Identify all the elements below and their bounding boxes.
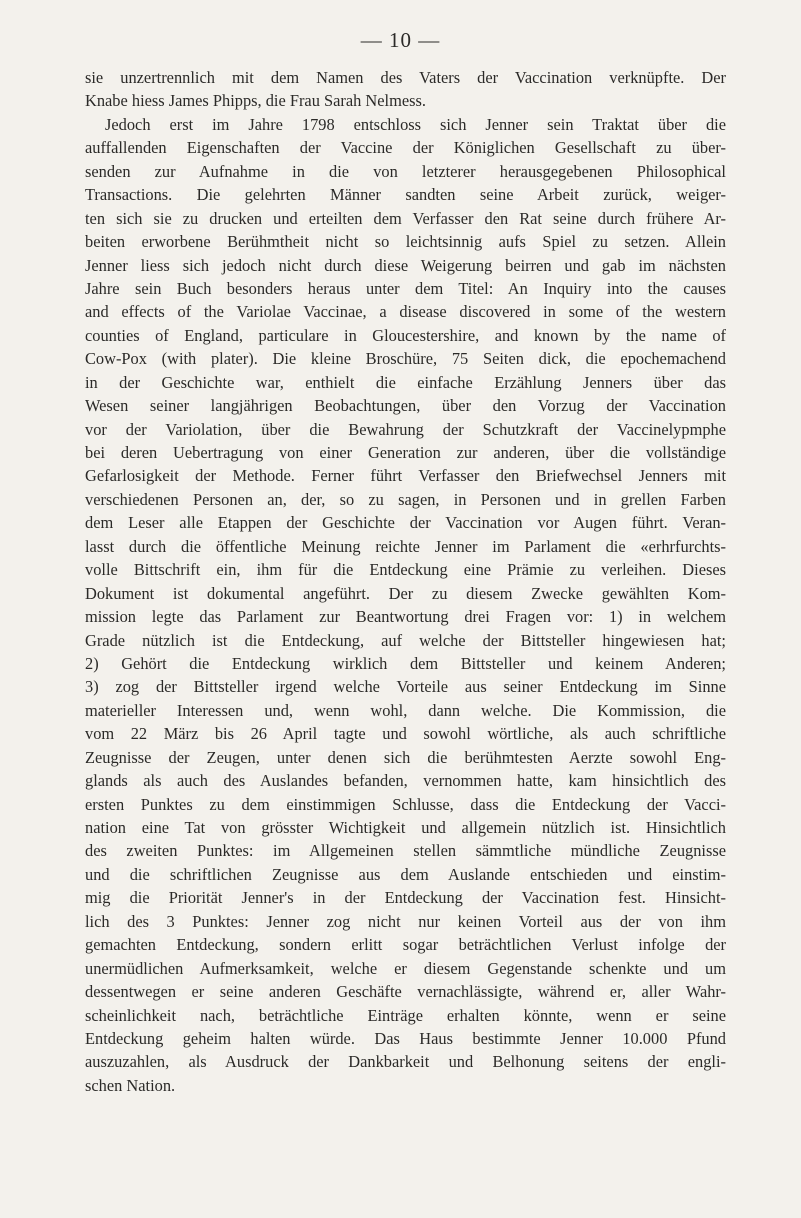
text-line: schen Nation. xyxy=(85,1075,176,1095)
text-line: in der Geschichte war, enthielt die einfache Erzählung Jenners über das xyxy=(85,372,726,392)
text-line: beiten erworbene Berühmtheit nicht so leichtsinnig aufs Spiel zu setzen. Allein xyxy=(85,232,726,252)
text-line: Jedoch erst im Jahre 1798 entschloss sich Jenner sein Traktat über die xyxy=(105,114,726,134)
text-line: des zweiten Punktes: im Allgemeinen stellen sämmtliche mündliche Zeugnisse xyxy=(85,841,726,861)
text-line: Entdeckung geheim halten würde. Das Haus bestimmte Jenner 10.000 Pfund xyxy=(85,1028,726,1048)
text-line: and effects of the Variolae Vaccinae, a disease discovered in some of the western xyxy=(85,302,726,322)
text-line: nation eine Tat von grösster Wichtigkeit und allgemein nützlich ist. Hinsichtlich xyxy=(85,818,726,837)
text-line: mig die Priorität Jenner's in der Entdeckung der Vaccination fest. Hinsicht- xyxy=(85,888,726,908)
text-line: 2) Gehört die Entdeckung wirklich dem Bittsteller und keinem Anderen; xyxy=(85,653,726,673)
text-line: vor der Variolation, über die Bewahrung der Schutzkraft der Vaccinelypmphe xyxy=(85,419,726,439)
text-line: Zeugnisse der Zeugen, unter denen sich die berühmtesten Aerzte sowohl Eng- xyxy=(85,747,726,767)
page-number: — 10 — xyxy=(360,28,441,52)
text-line: dessentwegen er seine anderen Geschäfte vernachlässigte, während er, aller Wahr- xyxy=(85,982,726,1002)
text-line: dem Leser alle Etappen der Geschichte der Vaccination vor Augen führt. Veran- xyxy=(85,513,726,533)
text-line: vom 22 März bis 26 April tagte und sowohl wörtliche, als auch schriftliche xyxy=(85,724,726,744)
text-line: Wesen seiner langjährigen Beobachtungen, über den Vorzug der Vaccination xyxy=(85,396,726,416)
text-line: Gefarlosigkeit der Methode. Ferner führt Verfasser den Briefwechsel Jenners mit xyxy=(85,466,726,486)
text-line: bei deren Uebertragung von einer Generation zur anderen, über die vollständige xyxy=(85,443,726,462)
text-line: ersten Punktes zu dem einstimmigen Schlusse, dass die Entdeckung der Vacci- xyxy=(85,794,726,814)
text-line: gemachten Entdeckung, sondern erlitt sogar beträchtlichen Verlust infolge der xyxy=(85,935,726,955)
text-line: Jenner liess sich jedoch nicht durch diese Weigerung beirren und gab im nächsten xyxy=(85,255,726,275)
text-line: Jahre sein Buch besonders heraus unter dem Titel: An Inquiry into the causes xyxy=(85,278,726,298)
text-line: 3) zog der Bittsteller irgend welche Vorteile aus seiner Entdeckung im Sinne xyxy=(85,677,726,697)
text-line: Transactions. Die gelehrten Männer sandten seine Arbeit zurück, weiger- xyxy=(85,185,726,205)
text-line: senden zur Aufnahme in die von letzterer herausgegebenen Philosophical xyxy=(85,161,726,181)
text-line: sie unzertrennlich mit dem Namen des Vaters der Vaccination verknüpfte. Der xyxy=(85,68,726,87)
text-line: Grade nützlich ist die Entdeckung, auf welche der Bittsteller hingewiesen hat; xyxy=(85,630,726,650)
text-line: auffallenden Eigenschaften der Vaccine der Königlichen Gesellschaft zu über- xyxy=(85,138,726,158)
text-line: materieller Interessen und, wenn wohl, dann welche. Die Kommission, die xyxy=(85,700,726,720)
text-line: Cow-Pox (with plater). Die kleine Broschüre, 75 Seiten dick, die epochemachend xyxy=(85,349,726,369)
text-line: unermüdlichen Aufmerksamkeit, welche er diesem Gegenstande schenkte und um xyxy=(85,958,726,978)
text-line: lich des 3 Punktes: Jenner zog nicht nur keinen Vorteil aus der von ihm xyxy=(85,911,726,931)
text-line: scheinlichkeit nach, beträchtliche Einträge erhalten könnte, wenn er seine xyxy=(85,1005,726,1025)
body-text xyxy=(85,66,726,1097)
text-line: counties of England, particulare in Gloucestershire, and known by the name of xyxy=(85,325,726,345)
text-line: mission legte das Parlament zur Beantwortung drei Fragen vor: 1) in welchem xyxy=(85,607,726,627)
text-line: und die schriftlichen Zeugnisse aus dem Auslande entschieden und einstim- xyxy=(85,864,726,884)
text-line: ten sich sie zu drucken und erteilten dem Verfasser den Rat seine durch frühere Ar- xyxy=(85,208,726,228)
text-line: lasst durch die öffentliche Meinung reichte Jenner im Parlament die «erhrfurchts- xyxy=(85,536,726,556)
text-line: verschiedenen Personen an, der, so zu sagen, in Personen und in grellen Farben xyxy=(85,489,726,509)
text-line: volle Bittschrift ein, ihm für die Entdeckung eine Prämie zu verleihen. Dieses xyxy=(85,560,726,580)
text-line: Dokument ist dokumental angeführt. Der zu diesem Zwecke gewählten Kom- xyxy=(85,583,726,603)
text-line: glands als auch des Auslandes befanden, vernommen hatte, kam hinsichtlich des xyxy=(85,771,726,791)
text-line: auszuzahlen, als Ausdruck der Dankbarkeit und Belhonung seitens der engli- xyxy=(85,1052,726,1072)
text-line: Knabe hiess James Phipps, die Frau Sarah Nelmess. xyxy=(85,91,426,111)
